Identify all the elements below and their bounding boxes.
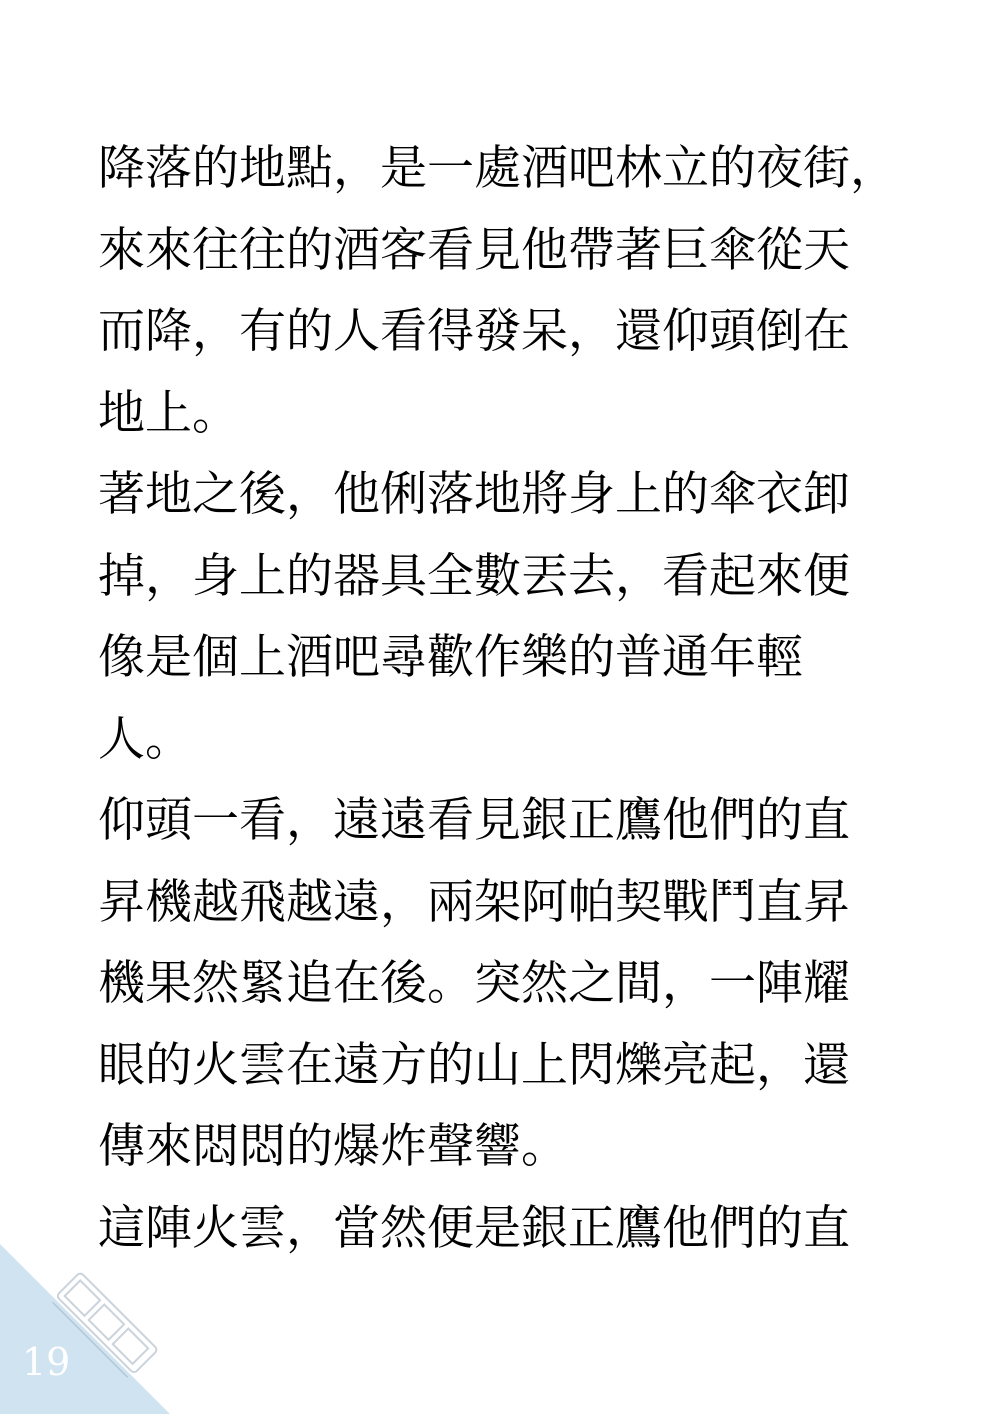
- text-line: 像是個上酒吧尋歡作樂的普通年輕: [98, 630, 803, 685]
- text-line: 而降，有的人看得發呆，還仰頭倒在: [98, 304, 850, 359]
- text-line: 機果然緊追在後。突然之間，一陣耀: [98, 956, 850, 1011]
- text-line: 地上。: [98, 385, 239, 441]
- text-line: 掉，身上的器具全數丟去，看起來便: [98, 548, 850, 604]
- text-line: 這陣火雲，當然便是銀正鷹他們的直: [98, 1200, 850, 1256]
- text-line: 仰頭一看，遠遠看見銀正鷹他們的直: [98, 793, 850, 848]
- text-line: 著地之後，他俐落地將身上的傘衣卸: [98, 467, 850, 522]
- body-text: [98, 128, 958, 1269]
- page-number: 19: [22, 1340, 71, 1384]
- text-line: 降落的地點，是一處酒吧林立的夜街，: [98, 141, 897, 196]
- text-line: 來來往往的酒客看見他帶著巨傘從天: [98, 222, 850, 278]
- text-line: 眼的火雲在遠方的山上閃爍亮起，還: [98, 1037, 850, 1093]
- text-line: 昇機越飛越遠，兩架阿帕契戰鬥直昇: [98, 874, 850, 930]
- text-line: 人。: [98, 711, 192, 767]
- text-line: 傳來悶悶的爆炸聲響。: [98, 1119, 568, 1174]
